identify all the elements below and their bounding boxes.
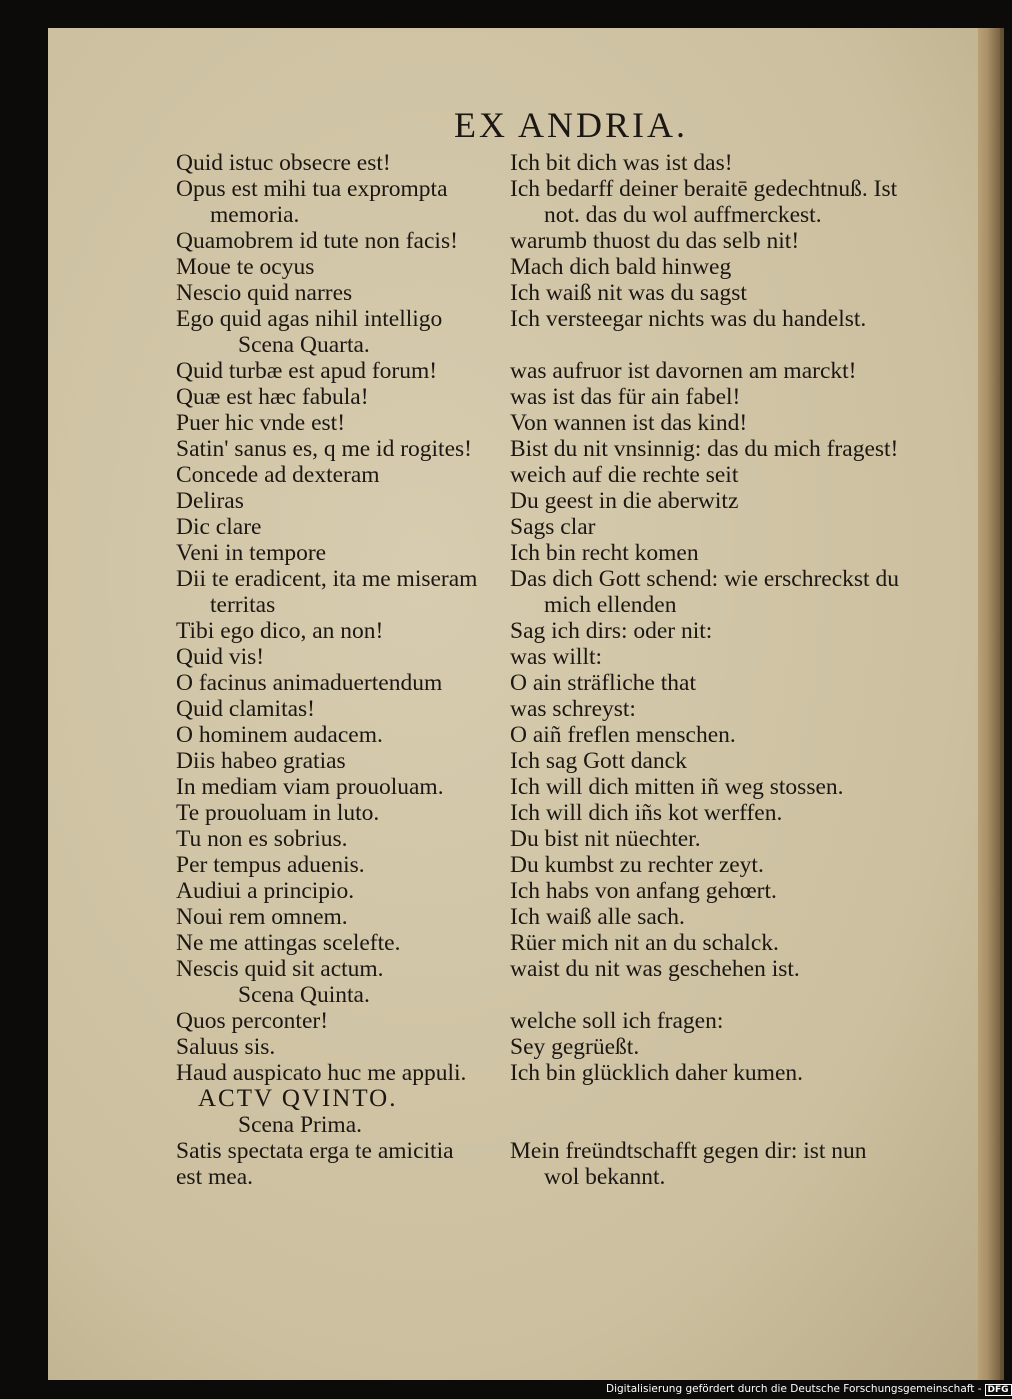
latin-line: Quid turbæ est apud forum! — [176, 358, 438, 384]
scene-heading: Scena Quarta. — [238, 332, 370, 358]
latin-line: Per tempus aduenis. — [176, 852, 365, 878]
german-line: Von wannen ist das kind! — [510, 410, 748, 436]
german-line: Du geest in die aberwitz — [510, 488, 739, 514]
german-line — [510, 332, 899, 358]
german-line: Ich will dich iñs kot werffen. — [510, 800, 783, 826]
german-line: Rüer mich nit an du schalck. — [510, 930, 779, 956]
latin-line: Nescis quid sit actum. — [176, 956, 384, 982]
german-line: weich auf die rechte seit — [510, 462, 739, 488]
german-line: Du bist nit nüechter. — [510, 826, 701, 852]
german-line: warumb thuost du das selb nit! — [510, 228, 800, 254]
german-line: Sags clar — [510, 514, 596, 540]
latin-line: Opus est mihi tua exprompta — [176, 176, 448, 202]
german-line: mich ellenden — [544, 592, 677, 618]
german-line: Du kumbst zu rechter zeyt. — [510, 852, 764, 878]
german-line — [510, 1086, 899, 1112]
latin-line: est mea. — [176, 1164, 253, 1190]
latin-line: Deliras — [176, 488, 244, 514]
scene-heading: Scena Quinta. — [238, 982, 370, 1008]
latin-line: Quos perconter! — [176, 1008, 329, 1034]
fore-edge — [978, 28, 1004, 1380]
german-line: Mach dich bald hinweg — [510, 254, 732, 280]
german-line: welche soll ich fragen: — [510, 1008, 724, 1034]
latin-line: Saluus sis. — [176, 1034, 276, 1060]
latin-line: Quamobrem id tute non facis! — [176, 228, 458, 254]
german-line: Mein freündtschafft gegen dir: ist nun — [510, 1138, 867, 1164]
latin-line: territas — [210, 592, 276, 618]
latin-line: Dii te eradicent, ita me miseram — [176, 566, 478, 592]
page-edge — [978, 28, 1000, 1380]
german-line: O aiñ freflen menschen. — [510, 722, 736, 748]
german-line: Ich bin glücklich daher kumen. — [510, 1060, 804, 1086]
latin-line: Quid istuc obsecre est! — [176, 150, 391, 176]
latin-line: Nescio quid narres — [176, 280, 353, 306]
dfg-logo: DFG — [985, 1384, 1012, 1396]
latin-line: Audiui a principio. — [176, 878, 355, 904]
latin-line: Satis spectata erga te amicitia — [176, 1138, 454, 1164]
latin-line: Ego quid agas nihil intelligo — [176, 306, 443, 332]
german-line — [510, 1112, 899, 1138]
latin-line: Diis habeo gratias — [176, 748, 346, 774]
german-line: Ich versteegar nichts was du handelst. — [510, 306, 867, 332]
german-line: was ist das für ain fabel! — [510, 384, 741, 410]
german-line: Ich bedarff deiner beraitē gedechtnuß. Ist — [510, 176, 898, 202]
running-header: EX ANDRIA. — [454, 105, 688, 145]
digitization-footer — [606, 1383, 1012, 1396]
latin-column — [176, 150, 477, 1190]
latin-line: Tu non es sobrius. — [176, 826, 348, 852]
german-line: wol bekannt. — [544, 1164, 666, 1190]
german-line: not. das du wol auffmerckest. — [544, 202, 822, 228]
german-line — [510, 982, 899, 1008]
german-line: Ich waiß alle sach. — [510, 904, 685, 930]
latin-line: Noui rem omnem. — [176, 904, 348, 930]
german-line: Sey gegrüeßt. — [510, 1034, 640, 1060]
german-line: O ain sträfliche that — [510, 670, 696, 696]
latin-line: Dic clare — [176, 514, 262, 540]
german-line: was aufruor ist davornen am marckt! — [510, 358, 857, 384]
scene-heading: Scena Prima. — [238, 1112, 362, 1138]
latin-line: Quæ est hæc fabula! — [176, 384, 369, 410]
german-line: Ich sag Gott danck — [510, 748, 687, 774]
latin-line: Quid vis! — [176, 644, 265, 670]
german-line: was schreyst: — [510, 696, 636, 722]
german-column — [510, 150, 899, 1190]
latin-line: memoria. — [210, 202, 300, 228]
latin-line: In mediam viam prouoluam. — [176, 774, 444, 800]
latin-line: Puer hic vnde est! — [176, 410, 346, 436]
german-line: Ich waiß nit was du sagst — [510, 280, 747, 306]
german-line: Ich will dich mitten iñ weg stossen. — [510, 774, 844, 800]
german-line: Ich habs von anfang gehœrt. — [510, 878, 777, 904]
latin-line: O hominem audacem. — [176, 722, 383, 748]
latin-line: O facinus animaduertendum — [176, 670, 443, 696]
latin-line: Concede ad dexteram — [176, 462, 380, 488]
german-line: Das dich Gott schend: wie erschreckst du — [510, 566, 899, 592]
latin-line: Quid clamitas! — [176, 696, 316, 722]
latin-line: Veni in tempore — [176, 540, 327, 566]
german-line: Sag ich dirs: oder nit: — [510, 618, 713, 644]
latin-line: Ne me attingas scelefte. — [176, 930, 401, 956]
footer-text: Digitalisierung gefördert durch die Deutsche Forschungsgemeinschaft - — [606, 1383, 982, 1395]
latin-line: Satin' sanus es, q me id rogites! — [176, 436, 472, 462]
german-line: Bist du nit vnsinnig: das du mich fragest! — [510, 436, 899, 462]
german-line: was willt: — [510, 644, 603, 670]
latin-line: Moue te ocyus — [176, 254, 315, 280]
act-heading: ACTV QVINTO. — [198, 1085, 398, 1112]
german-line: Ich bin recht komen — [510, 540, 699, 566]
latin-line: Te prouoluam in luto. — [176, 800, 380, 826]
german-line: waist du nit was geschehen ist. — [510, 956, 800, 982]
latin-line: Tibi ego dico, an non! — [176, 618, 384, 644]
german-line: Ich bit dich was ist das! — [510, 150, 733, 176]
latin-line: Haud auspicato huc me appuli. — [176, 1060, 467, 1086]
